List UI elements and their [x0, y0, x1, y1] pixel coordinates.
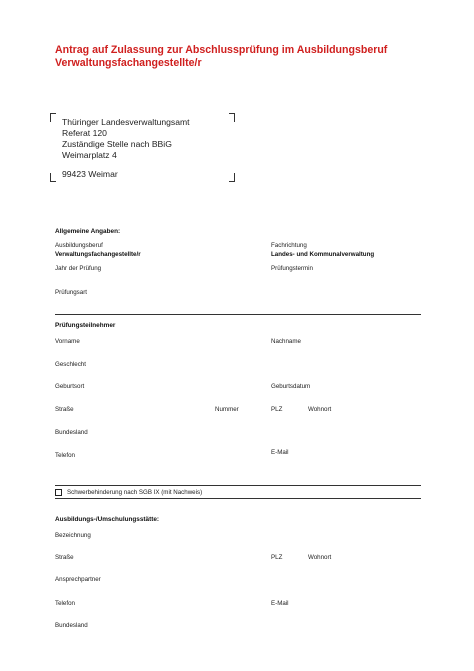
- divider-line: [55, 498, 421, 499]
- address-line-1: Thüringer Landesverwaltungsamt: [62, 117, 190, 127]
- field-site-strasse[interactable]: Straße: [55, 554, 74, 561]
- field-geschlecht[interactable]: Geschlecht: [55, 361, 86, 368]
- field-plz[interactable]: PLZ: [271, 406, 283, 413]
- field-site-telefon[interactable]: Telefon: [55, 600, 75, 607]
- field-geburtsdatum[interactable]: Geburtsdatum: [271, 383, 311, 390]
- value-fachrichtung: Landes- und Kommunalverwaltung: [271, 251, 375, 258]
- address-corner-bottom-right: [229, 173, 235, 182]
- field-vorname[interactable]: Vorname: [55, 338, 80, 345]
- value-ausbildungsberuf: Verwaltungsfachangestellte/r: [55, 251, 141, 258]
- field-site-bundesland[interactable]: Bundesland: [55, 622, 88, 629]
- field-bundesland[interactable]: Bundesland: [55, 429, 88, 436]
- divider-line: [55, 485, 421, 486]
- field-strasse[interactable]: Straße: [55, 406, 74, 413]
- field-nummer[interactable]: Nummer: [215, 406, 239, 413]
- section-heading-training-site: Ausbildungs-/Umschulungsstätte:: [55, 516, 160, 523]
- field-ansprechpartner[interactable]: Ansprechpartner: [55, 576, 101, 583]
- section-heading-participant: Prüfungsteilnehmer: [55, 322, 116, 329]
- field-bezeichnung[interactable]: Bezeichnung: [55, 532, 91, 539]
- address-line-4: Weimarplatz 4: [62, 150, 117, 160]
- field-pruefungsart[interactable]: Prüfungsart: [55, 289, 87, 296]
- form-title-line2: Verwaltungsfachangestellte/r: [55, 57, 202, 69]
- field-telefon[interactable]: Telefon: [55, 452, 75, 459]
- field-site-email[interactable]: E-Mail: [271, 600, 289, 607]
- address-line-2: Referat 120: [62, 128, 107, 138]
- field-nachname[interactable]: Nachname: [271, 338, 301, 345]
- divider-line: [55, 314, 421, 315]
- address-corner-top-left: [50, 113, 56, 122]
- address-corner-bottom-left: [50, 173, 56, 182]
- label-fachrichtung: Fachrichtung: [271, 242, 307, 249]
- section-heading-general: Allgemeine Angaben:: [55, 228, 121, 235]
- form-title-line1: Antrag auf Zulassung zur Abschlussprüfung im Ausbildungsberuf: [55, 44, 388, 56]
- field-wohnort[interactable]: Wohnort: [308, 406, 332, 413]
- field-pruefungstermin[interactable]: Prüfungstermin: [271, 265, 313, 272]
- address-city: 99423 Weimar: [62, 169, 118, 179]
- field-geburtsort[interactable]: Geburtsort: [55, 383, 85, 390]
- field-email[interactable]: E-Mail: [271, 449, 289, 456]
- field-site-plz[interactable]: PLZ: [271, 554, 283, 561]
- disability-checkbox-label: Schwerbehinderung nach SGB IX (mit Nachweis): [67, 489, 203, 496]
- disability-checkbox[interactable]: [55, 489, 62, 496]
- address-line-3: Zuständige Stelle nach BBiG: [62, 139, 172, 149]
- field-site-wohnort[interactable]: Wohnort: [308, 554, 332, 561]
- label-ausbildungsberuf: Ausbildungsberuf: [55, 242, 103, 249]
- address-corner-top-right: [229, 113, 235, 122]
- field-jahr-der-pruefung[interactable]: Jahr der Prüfung: [55, 265, 102, 272]
